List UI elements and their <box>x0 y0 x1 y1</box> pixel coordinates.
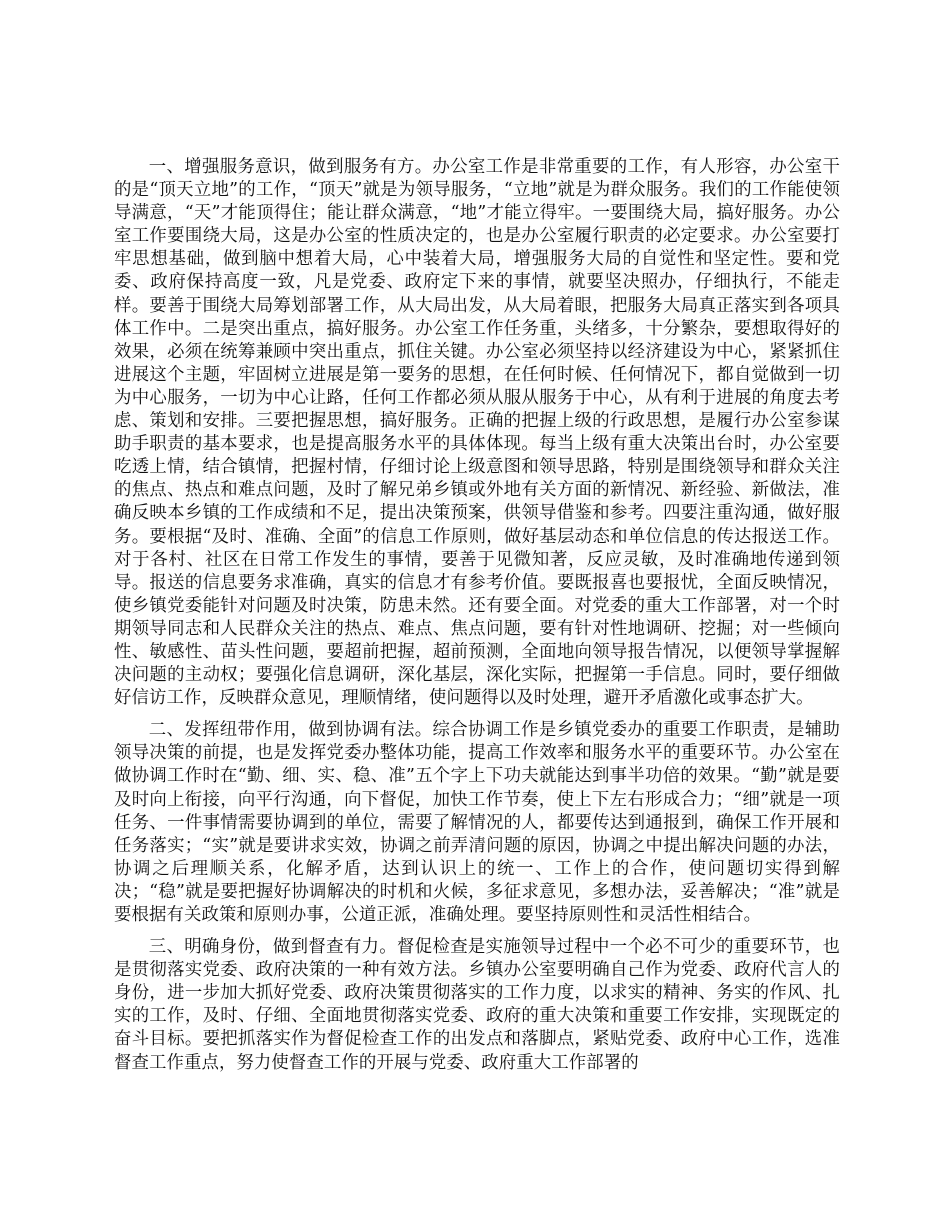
document-body <box>114 156 840 1075</box>
paragraph-coordination: 二、发挥纽带作用，做到协调有法。综合协调工作是乡镇党委办的重要工作职责，是辅助领导决策的前提，也是发挥党委办整体功能，提高工作效率和服务水平的重要环节。办公室在做协调工作时在“勤、细、实、稳、准”五个字上下功夫就能达到事半功倍的效果。“勤”就是要及时向上衔接，向平行沟通，向下督促，加快工作节奏，使上下左右形成合力；“细”就是一项任务、一件事情需要协调到的单位，需要了解情况的人，都要传达到通报到，确保工作开展和任务落实；“实”就是要讲求实效，协调之前弄清问题的原因，协调之中提出解决问题的办法，协调之后理顺关系，化解矛盾，达到认识上的统一、工作上的合作，使问题切实得到解决；“稳”就是要把握好协调解决的时机和火候，多征求意见，多想办法，妥善解决；“准”就是要根据有关政策和原则办事，公道正派，准确处理。要坚持原则性和灵活性相结合。 <box>114 720 840 925</box>
paragraph-supervision: 三、明确身份，做到督查有力。督促检查是实施领导过程中一个必不可少的重要环节，也是贯彻落实党委、政府决策的一种有效方法。乡镇办公室要明确自己作为党委、政府代言人的身份，进一步加大抓好党委、政府决策贯彻落实的工作力度，以求实的精神、务实的作风、扎实的工作，及时、仔细、全面地贯彻落实党委、政府的重大决策和重要工作安排，实现既定的奋斗目标。要把抓落实作为督促检查工作的出发点和落脚点，紧贴党委、政府中心工作，选准督查工作重点，努力使督查工作的开展与党委、政府重大工作部署的 <box>114 937 840 1073</box>
paragraph-service: 一、增强服务意识，做到服务有方。办公室工作是非常重要的工作，有人形容，办公室干的是“顶天立地”的工作，“顶天”就是为领导服务，“立地”就是为群众服务。我们的工作能使领导满意，“天”才能顶得住；能让群众满意，“地”才能立得牢。一要围绕大局，搞好服务。办公室工作要围绕大局，这是办公室的性质决定的，也是办公室履行职责的必定要求。办公室要打牢思想基础，做到脑中想着大局，心中装着大局，增强服务大局的自觉性和坚定性。要和党委、政府保持高度一致，凡是党委、政府定下来的事情，就要坚决照办，仔细执行，不能走样。要善于围绕大局筹划部署工作，从大局出发，从大局着眼，把服务大局真正落实到各项具体工作中。二是突出重点，搞好服务。办公室工作任务重，头绪多，十分繁杂，要想取得好的效果，必须在统筹兼顾中突出重点，抓住关键。办公室必须坚持以经济建设为中心，紧紧抓住进展这个主题，牢固树立进展是第一要务的思想，在任何时候、任何情况下，都自觉做到一切为中心服务，一切为中心让路，任何工作都必须从服从服务于中心，从有利于进展的角度去考虑、策划和安排。三要把握思想，搞好服务。正确的把握上级的行政思想，是履行办公室参谋助手职责的基本要求，也是提高服务水平的具体体现。每当上级有重大决策出台时，办公室要吃透上情，结合镇情，把握村情，仔细讨论上级意图和领导思路，特别是围绕领导和群众关注的焦点、热点和难点问题，及时了解兄弟乡镇或外地有关方面的新情况、新经验、新做法，准确反映本乡镇的工作成绩和不足，提出决策预案，供领导借鉴和参考。四要注重沟通，做好服务。要根据“及时、准确、全面”的信息工作原则，做好基层动态和单位信息的传达报送工作。对于各村、社区在日常工作发生的事情，要善于见微知著，反应灵敏，及时准确地传递到领导。报送的信息要务求准确，真实的信息才有参考价值。要既报喜也要报忧，全面反映情况，使乡镇党委能针对问题及时决策，防患未然。还有要全面。对党委的重大工作部署，对一个时期领导同志和人民群众关注的热点、难点、焦点问题，要有针对性地调研、挖掘；对一些倾向性、敏感性、苗头性问题，要超前把握，超前预测，全面地向领导报告情况，以便领导掌握解决问题的主动权；要强化信息调研，深化基层，深化实际，把握第一手信息。同时，要仔细做好信访工作，反映群众意见，理顺情绪，使问题得以及时处理，避开矛盾激化或事态扩大。 <box>114 157 840 709</box>
